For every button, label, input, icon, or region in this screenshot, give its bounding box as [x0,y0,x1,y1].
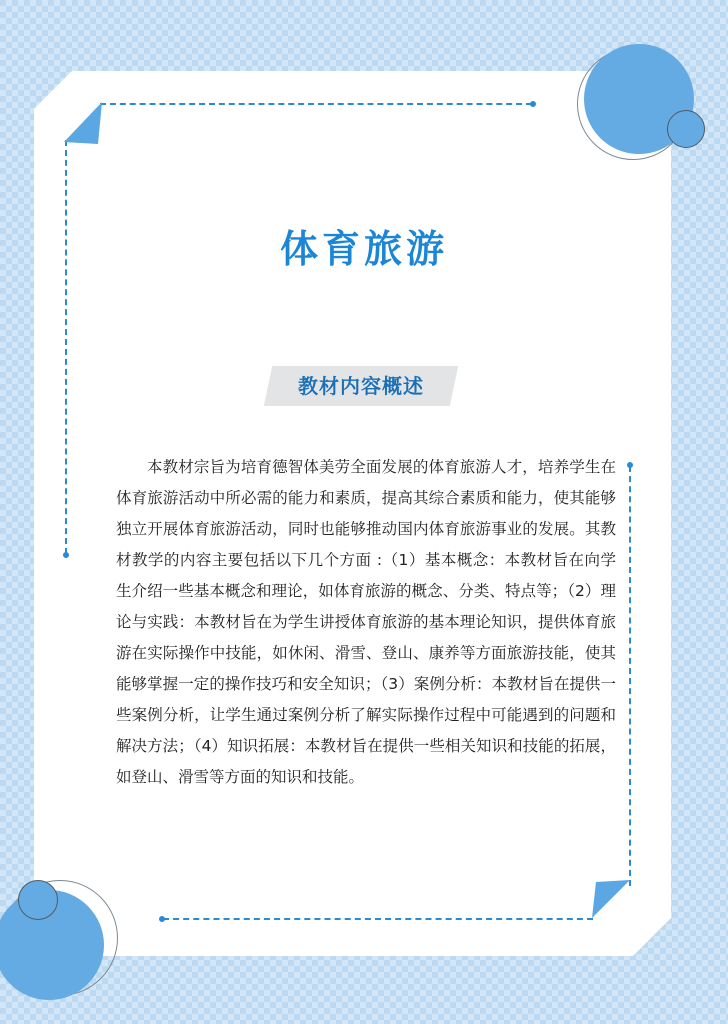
corner-triangle-bottom-right [592,880,632,922]
frame-left-line [65,140,67,554]
circle-small-bottom-left [18,880,58,920]
frame-right-line [629,466,631,886]
frame-top-dot [530,101,536,107]
frame-right-dot [627,462,633,468]
body-paragraph: 本教材宗旨为培育德智体美劳全面发展的体育旅游人才，培养学生在体育旅游活动中所必需的能力和素质，提高其综合素质和能力，使其能够独立开展体育旅游活动，同时也能够推动国内体育旅游事业的发展。其教材教学的内容主要包括以下几个方面 :（1）基本概念：本教材旨在向学生介绍一些基本概念和理论，如体育旅游的概念、分类、特点等；（2）理论与实践：本教材旨在为学生讲授体育旅游的基本理论知识，提供体育旅游在实际操作中技能，如休闲、滑雪、登山、康养等方面旅游技能，使其能够掌握一定的操作技巧和安全知识；（3）案例分析：本教材旨在提供一些案例分析，让学生通过案例分析了解实际操作过程中可能遇到的问题和解决方法；（4）知识拓展：本教材旨在提供一些相关知识和技能的拓展，如登山、滑雪等方面的知识和技能。 [116,458,616,786]
corner-triangle-top-left [64,102,104,144]
frame-bottom-line [163,918,593,920]
section-banner-label: 教材内容概述 [298,374,424,398]
frame-left-dot [63,552,69,558]
frame-top-line [100,103,532,105]
circle-small-top-right [667,110,705,148]
page-title: 体育旅游 [279,226,448,271]
frame-bottom-dot [159,916,165,922]
